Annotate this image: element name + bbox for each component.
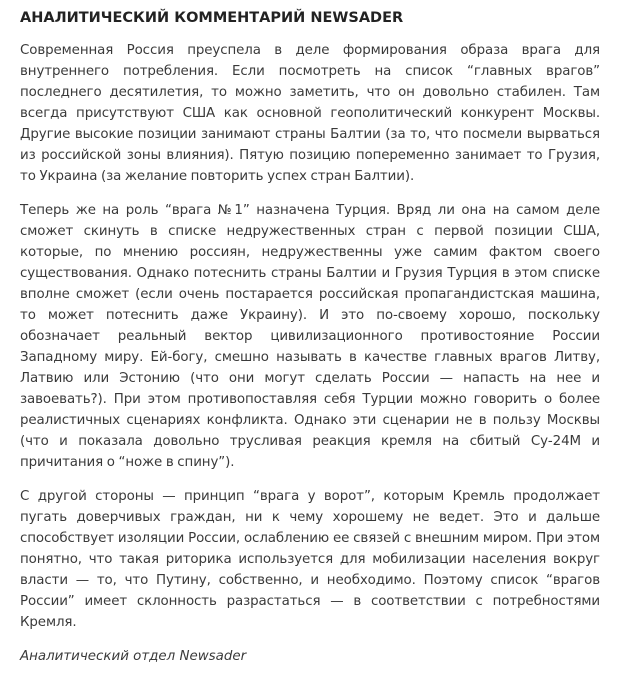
article-paragraph-2: Теперь же на роль “врага №1” назначена Турция. Вряд ли она на самом деле сможет скинуть в списке недружественных стран с первой позиции США, которые, по мнению россиян, недружественны уже самим фактом своего существования. Однако потеснить страны Балтии и Грузия Турция в этом списке вполне сможет (если очень постарается российская пропагандистская машина, то может потеснить даже Украину). И это по-своему хорошо, поскольку обозначает реальный вектор цивилизационного противостояние России Западному миру. Ей-богу, смешно называть в качестве главных врагов Литву, Латвию или Эстонию (что они могут сделать России — напасть на нее и завоевать?). При этом противопоставляя себя Турции можно говорить о более реалистичных сценариях конфликта. Однако эти сценарии не в пользу Москвы (что и показала довольно трусливая реакция кремля на сбитый Су-24М и причитания о “ноже в спину”).: [20, 203, 600, 470]
article-signature: Аналитический отдел Newsader: [20, 649, 247, 664]
article: [20, 8, 600, 667]
article-paragraph-3: С другой стороны — принцип “врага у ворот”, которым Кремль продолжает пугать доверчивых граждан, ни к чему хорошему не ведет. Это и дальше способствует изоляции России, ослаблению ее связей с внешним миром. При этом понятно, что такая риторика используется для мобилизации населения вокруг власти — то, что Путину, собственно, и необходимо. Поэтому список “врагов России” имеет склонность разрастаться — в соответствии с потребностями Кремля.: [20, 489, 600, 630]
article-paragraph-1: Современная Россия преуспела в деле формирования образа врага для внутреннего потребления. Если посмотреть на список “главных врагов” последнего десятилетия, то можно заметить, что он довольно стабилен. Там всегда присутствуют США как основной геополитический конкурент Москвы. Другие высокие позиции занимают страны Балтии (за то, что посмели вырваться из российской зоны влияния). Пятую позицию попеременно занимает то Грузия, то Украина (за желание повторить успех стран Балтии).: [20, 43, 600, 184]
article-title: АНАЛИТИЧЕСКИЙ КОММЕНТАРИЙ NEWSADER: [20, 10, 404, 26]
